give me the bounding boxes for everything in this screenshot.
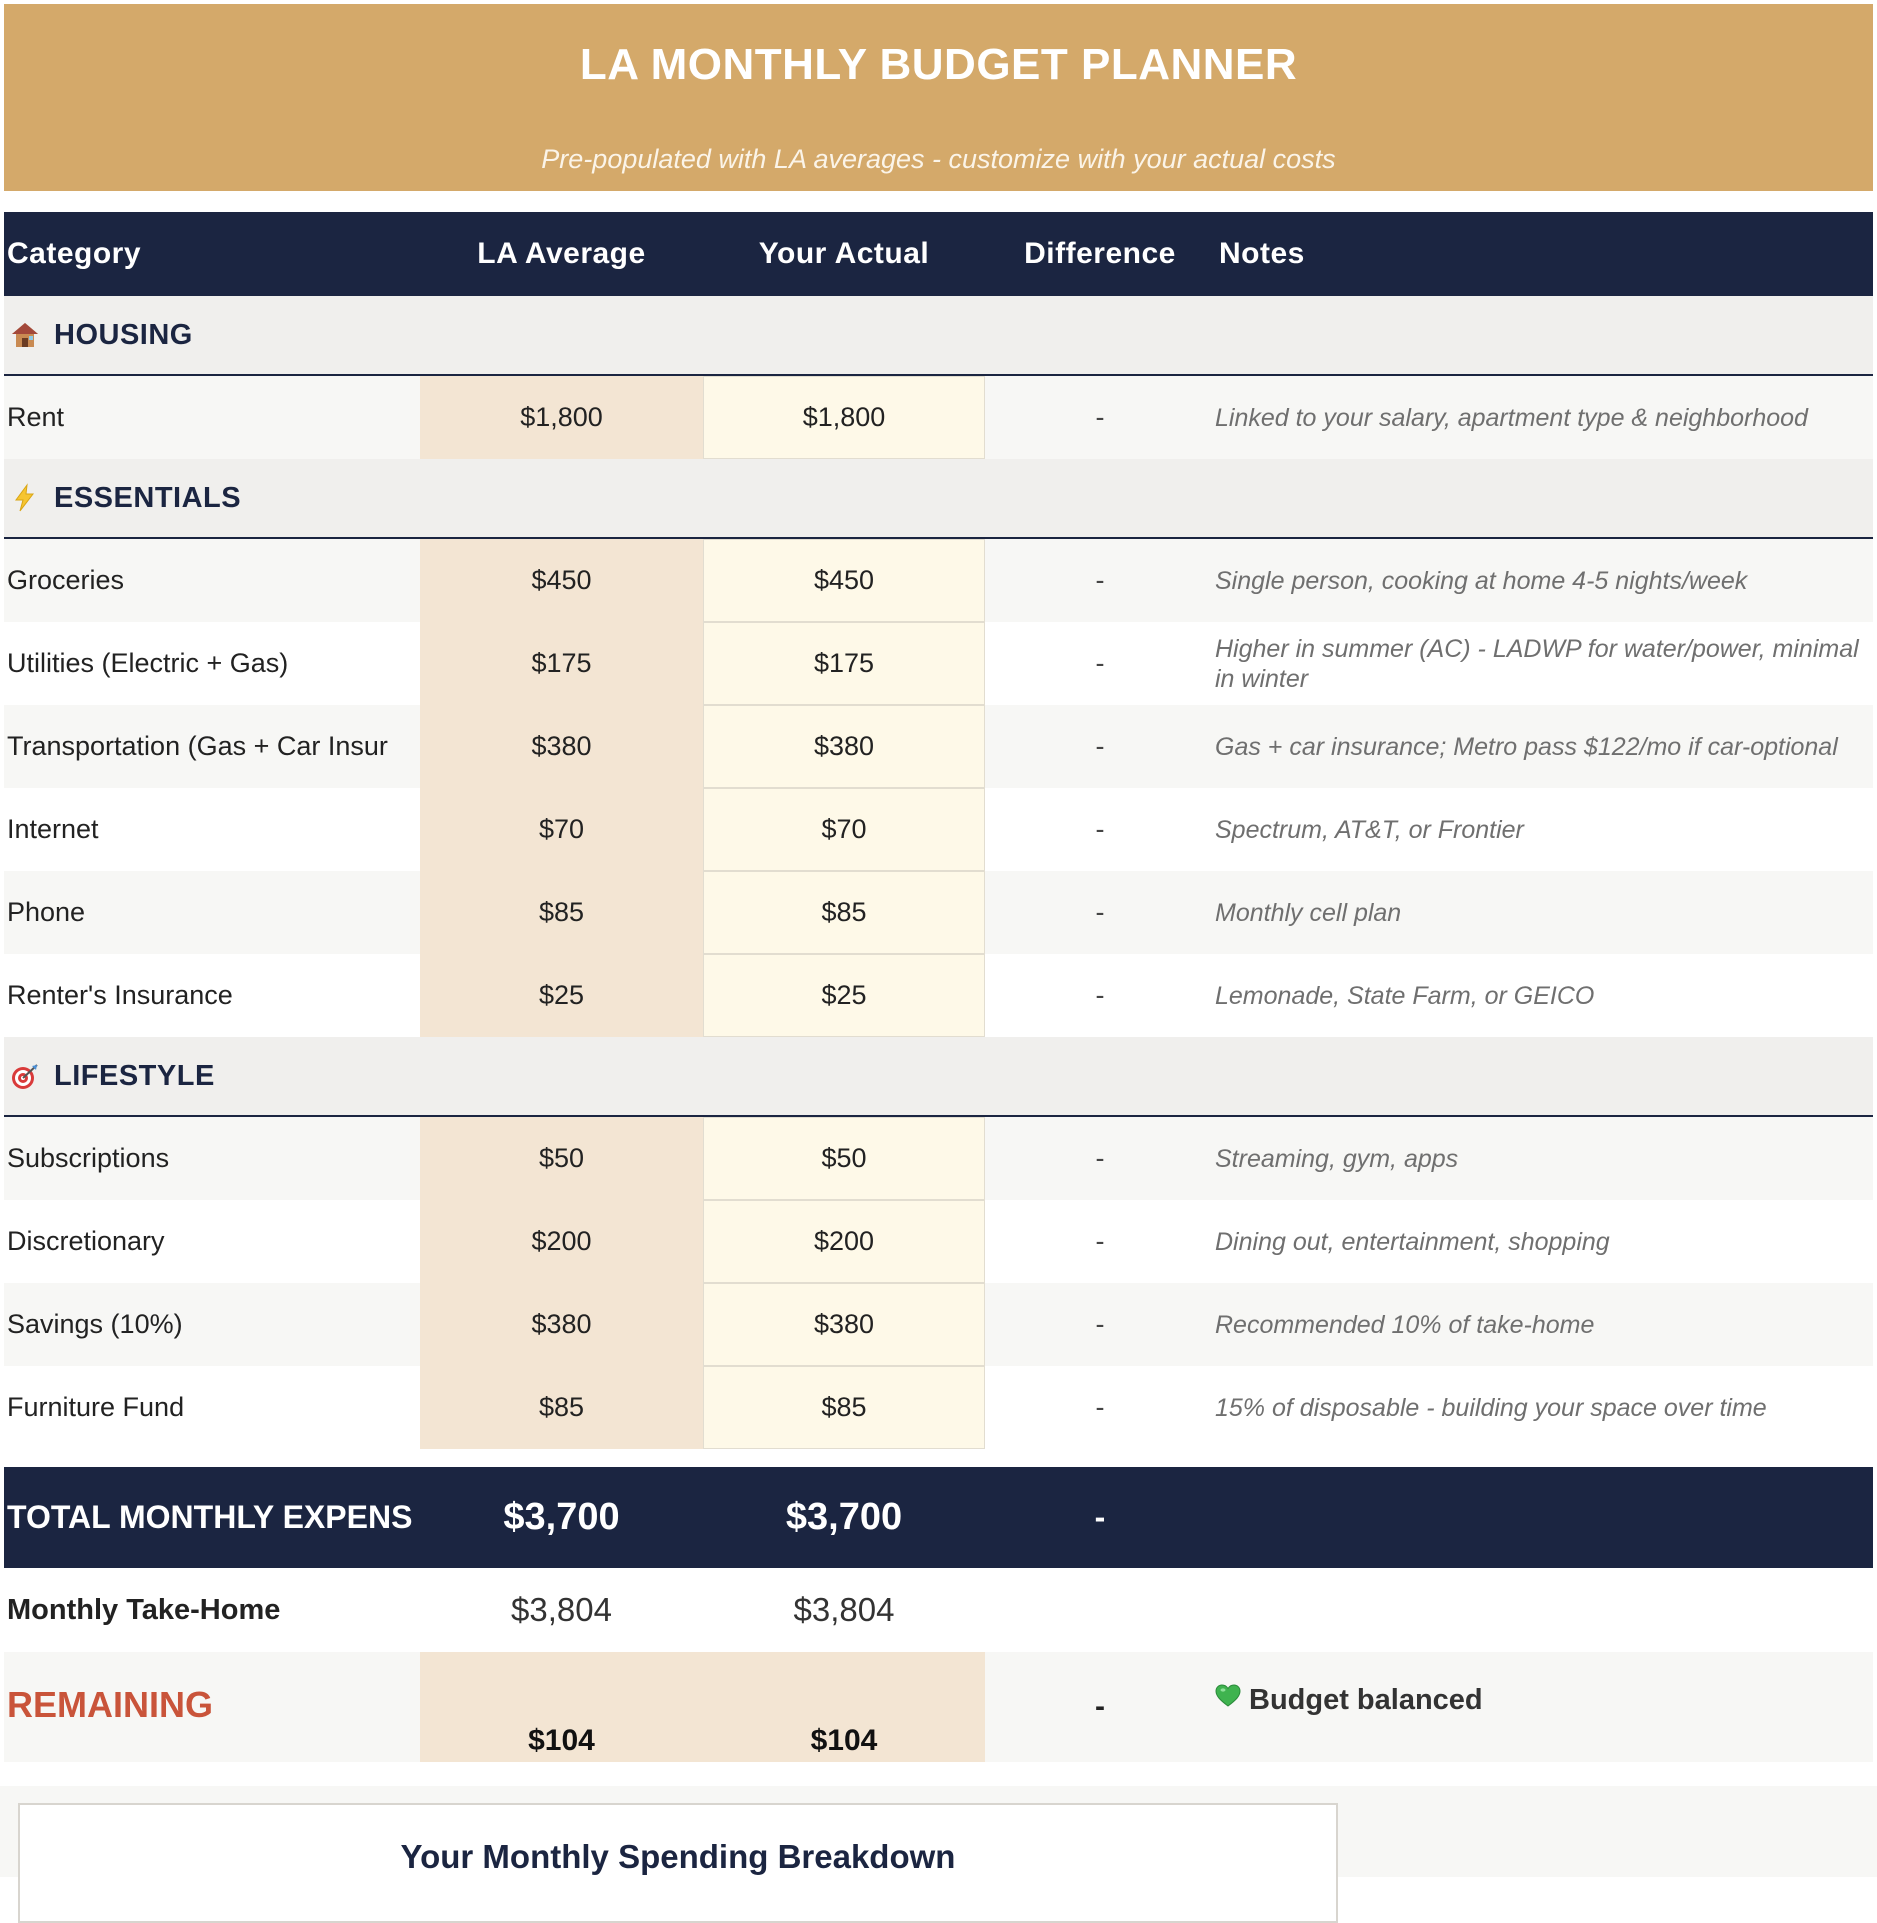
difference-cell[interactable]: - bbox=[1095, 1143, 1105, 1173]
section-label bbox=[4, 1037, 215, 1115]
la-average-cell[interactable]: $380 bbox=[420, 705, 703, 788]
difference-cell[interactable]: - bbox=[1095, 648, 1105, 678]
green-heart-icon bbox=[1215, 1684, 1241, 1708]
table-header-row bbox=[4, 212, 1873, 296]
spacer bbox=[4, 1449, 1873, 1467]
notes-cell[interactable]: Lemonade, State Farm, or GEICO bbox=[1215, 981, 1595, 1010]
page-title: LA MONTHLY BUDGET PLANNER bbox=[579, 40, 1298, 89]
your-actual-cell[interactable]: $1,800 bbox=[703, 376, 985, 459]
remaining-difference[interactable]: - bbox=[1095, 1690, 1105, 1723]
la-average-cell[interactable]: $85 bbox=[420, 1366, 703, 1449]
target-icon bbox=[8, 1059, 42, 1093]
table-row bbox=[4, 376, 1873, 459]
header-your-actual: Your Actual bbox=[758, 237, 930, 270]
difference-cell[interactable]: - bbox=[1095, 980, 1105, 1010]
la-average-cell[interactable]: $175 bbox=[420, 622, 703, 705]
difference-cell[interactable]: - bbox=[1095, 897, 1105, 927]
your-actual-cell[interactable]: $380 bbox=[703, 1283, 985, 1366]
difference-cell[interactable]: - bbox=[1095, 814, 1105, 844]
la-average-cell[interactable]: $1,800 bbox=[420, 376, 703, 459]
category-cell[interactable]: Renter's Insurance bbox=[7, 980, 233, 1010]
difference-cell[interactable]: - bbox=[1095, 1392, 1105, 1422]
header-notes: Notes bbox=[1219, 237, 1305, 270]
take-home-la-average[interactable]: $3,804 bbox=[511, 1591, 612, 1628]
la-average-cell[interactable]: $25 bbox=[420, 954, 703, 1037]
la-average-cell[interactable]: $85 bbox=[420, 871, 703, 954]
la-average-cell[interactable]: $70 bbox=[420, 788, 703, 871]
remaining-status[interactable] bbox=[1215, 1652, 1873, 1762]
total-your-actual[interactable]: $3,700 bbox=[785, 1496, 903, 1538]
notes-cell[interactable]: Higher in summer (AC) - LADWP for water/power, minimal in winter bbox=[1215, 634, 1859, 693]
category-cell[interactable]: Transportation (Gas + Car Insur bbox=[7, 731, 388, 761]
your-actual-cell[interactable]: $70 bbox=[703, 788, 985, 871]
your-actual-cell[interactable]: $200 bbox=[703, 1200, 985, 1283]
your-actual-cell[interactable]: $380 bbox=[703, 705, 985, 788]
section-title: HOUSING bbox=[54, 318, 193, 351]
section-label bbox=[4, 459, 241, 537]
take-home-your-actual[interactable]: $3,804 bbox=[793, 1591, 895, 1628]
la-average-cell[interactable]: $450 bbox=[420, 539, 703, 622]
sections-container bbox=[4, 296, 1873, 1449]
your-actual-cell[interactable]: $25 bbox=[703, 954, 985, 1037]
take-home-notes[interactable] bbox=[1215, 1568, 1873, 1652]
total-row bbox=[4, 1467, 1873, 1568]
notes-cell[interactable]: 15% of disposable - building your space over time bbox=[1215, 1393, 1767, 1422]
total-la-average[interactable]: $3,700 bbox=[503, 1496, 620, 1538]
category-cell[interactable]: Rent bbox=[7, 402, 65, 432]
category-cell[interactable]: Furniture Fund bbox=[7, 1392, 185, 1422]
chart-title: Your Monthly Spending Breakdown bbox=[400, 1838, 956, 1875]
category-cell[interactable]: Groceries bbox=[7, 565, 125, 595]
table-row bbox=[4, 954, 1873, 1037]
take-home-label: Monthly Take-Home bbox=[7, 1593, 281, 1626]
section-header-housing bbox=[4, 296, 1873, 376]
notes-cell[interactable]: Recommended 10% of take-home bbox=[1215, 1310, 1595, 1339]
table-row bbox=[4, 788, 1873, 871]
lightning-icon bbox=[8, 481, 42, 515]
remaining-your-actual[interactable]: $104 bbox=[703, 1652, 985, 1762]
difference-cell[interactable]: - bbox=[1095, 565, 1105, 595]
total-notes[interactable] bbox=[1215, 1467, 1873, 1568]
table-row bbox=[4, 871, 1873, 954]
category-cell[interactable]: Phone bbox=[7, 897, 86, 927]
notes-cell[interactable]: Single person, cooking at home 4-5 nights/week bbox=[1215, 566, 1748, 595]
take-home-row bbox=[4, 1568, 1873, 1652]
notes-cell[interactable]: Dining out, entertainment, shopping bbox=[1215, 1227, 1610, 1256]
remaining-label: REMAINING bbox=[7, 1684, 213, 1725]
title-banner bbox=[4, 4, 1873, 191]
notes-cell[interactable]: Monthly cell plan bbox=[1215, 898, 1402, 927]
difference-cell[interactable]: - bbox=[1095, 402, 1105, 432]
section-header-essentials bbox=[4, 459, 1873, 539]
notes-cell[interactable]: Streaming, gym, apps bbox=[1215, 1144, 1459, 1173]
category-cell[interactable]: Subscriptions bbox=[7, 1143, 170, 1173]
header-la-average: LA Average bbox=[477, 237, 646, 270]
table-row bbox=[4, 1200, 1873, 1283]
your-actual-cell[interactable]: $175 bbox=[703, 622, 985, 705]
table-row bbox=[4, 622, 1873, 705]
notes-cell[interactable]: Spectrum, AT&T, or Frontier bbox=[1215, 815, 1524, 844]
difference-cell[interactable]: - bbox=[1095, 1226, 1105, 1256]
la-average-cell[interactable]: $380 bbox=[420, 1283, 703, 1366]
la-average-cell[interactable]: $50 bbox=[420, 1117, 703, 1200]
budget-table bbox=[4, 212, 1873, 1762]
section-title: LIFESTYLE bbox=[54, 1059, 215, 1092]
page-subtitle: Pre-populated with LA averages - customize with your actual costs bbox=[541, 144, 1336, 174]
table-row bbox=[4, 1366, 1873, 1449]
your-actual-cell[interactable]: $85 bbox=[703, 1366, 985, 1449]
table-row bbox=[4, 539, 1873, 622]
header-difference: Difference bbox=[1024, 237, 1176, 270]
category-cell[interactable]: Internet bbox=[7, 814, 99, 844]
difference-cell[interactable]: - bbox=[1095, 1309, 1105, 1339]
table-row bbox=[4, 705, 1873, 788]
spending-chart[interactable] bbox=[18, 1803, 1338, 1923]
notes-cell[interactable]: Gas + car insurance; Metro pass $122/mo if car-optional bbox=[1215, 732, 1838, 761]
your-actual-cell[interactable]: $50 bbox=[703, 1117, 985, 1200]
your-actual-cell[interactable]: $85 bbox=[703, 871, 985, 954]
remaining-la-average[interactable]: $104 bbox=[420, 1652, 703, 1762]
section-title: ESSENTIALS bbox=[54, 481, 242, 514]
total-difference[interactable]: - bbox=[1094, 1499, 1106, 1535]
difference-cell[interactable]: - bbox=[1095, 731, 1105, 761]
table-row bbox=[4, 1117, 1873, 1200]
your-actual-cell[interactable]: $450 bbox=[703, 539, 985, 622]
take-home-difference[interactable] bbox=[985, 1568, 1215, 1652]
remaining-status-text: Budget balanced bbox=[1249, 1684, 1483, 1716]
remaining-row bbox=[4, 1652, 1873, 1762]
notes-cell[interactable]: Linked to your salary, apartment type & neighborhood bbox=[1215, 403, 1808, 432]
category-cell[interactable]: Discretionary bbox=[7, 1226, 165, 1256]
house-icon bbox=[8, 318, 42, 352]
header-category: Category bbox=[7, 237, 142, 270]
section-label bbox=[4, 296, 193, 374]
table-row bbox=[4, 1283, 1873, 1366]
section-header-lifestyle bbox=[4, 1037, 1873, 1117]
category-cell[interactable]: Utilities (Electric + Gas) bbox=[7, 648, 289, 678]
category-cell[interactable]: Savings (10%) bbox=[7, 1309, 183, 1339]
la-average-cell[interactable]: $200 bbox=[420, 1200, 703, 1283]
total-label: TOTAL MONTHLY EXPENS bbox=[7, 1499, 413, 1535]
